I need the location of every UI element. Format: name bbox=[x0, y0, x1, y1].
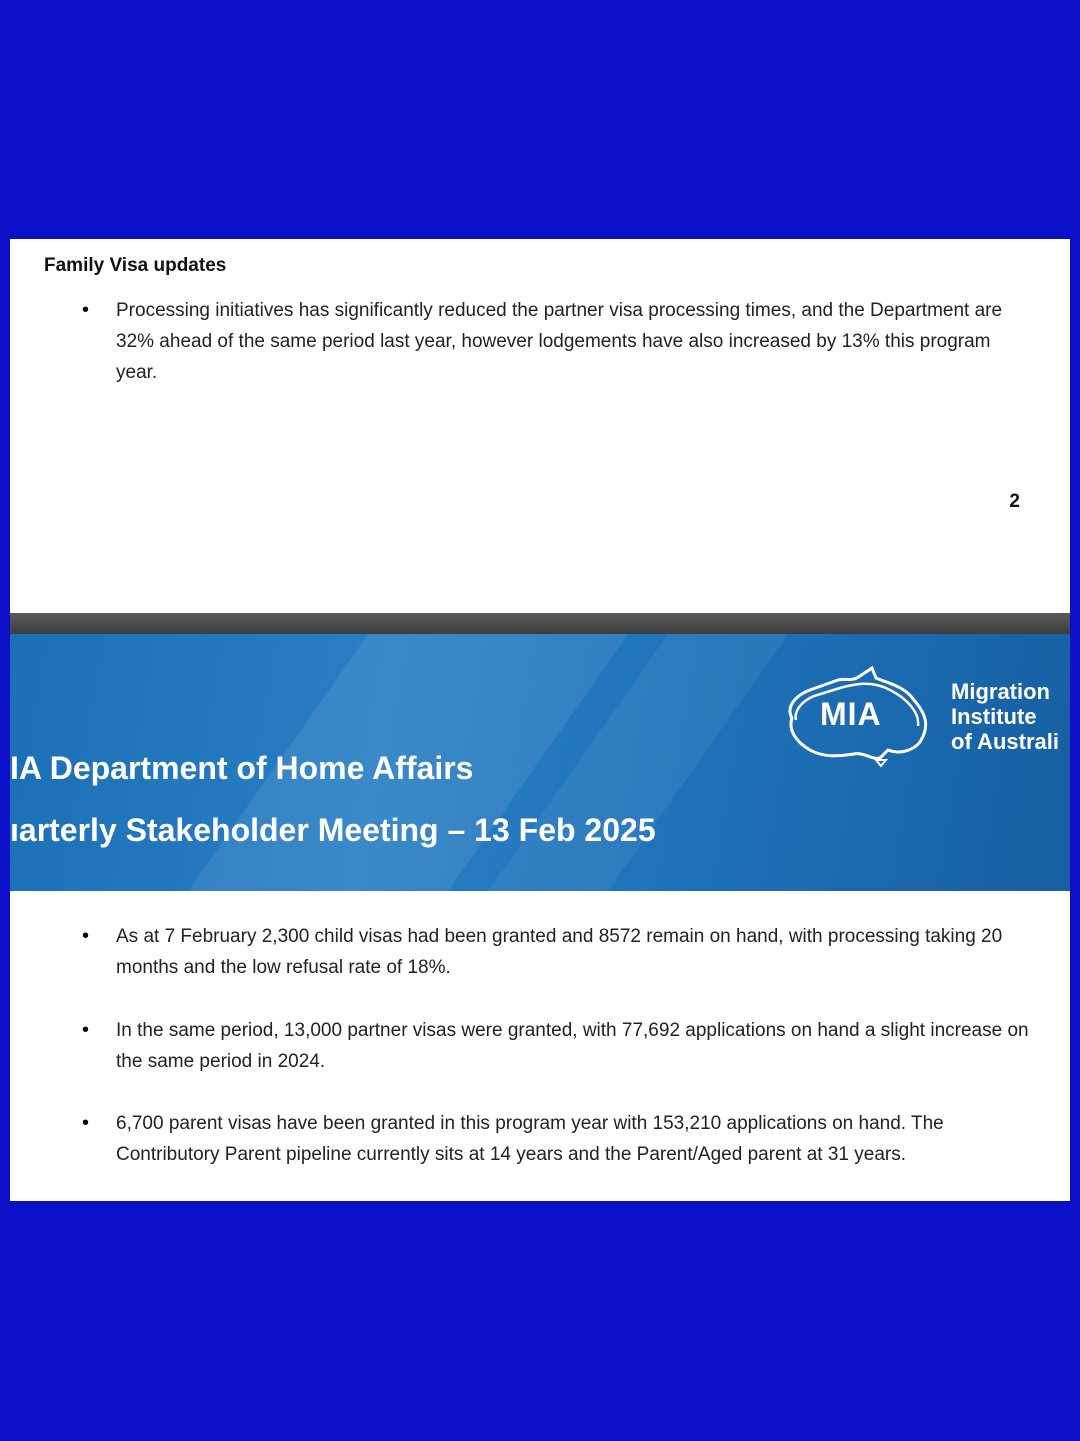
list-item bbox=[82, 1108, 1032, 1172]
bullet-icon: • bbox=[82, 925, 90, 947]
logo-text: MIA bbox=[820, 696, 882, 732]
list-item bbox=[82, 295, 1032, 395]
bullet-icon: • bbox=[82, 1019, 90, 1041]
org-name-line1: Migration bbox=[951, 679, 1050, 704]
banner-title-line2: ıarterly Stakeholder Meeting – 13 Feb 2025 bbox=[10, 812, 656, 848]
bullet-text: Processing initiatives has significantly reduced the partner visa processing times, and the Department are 32% ahead of the same period last year, however lodgements have also increased by 13% this program year. bbox=[116, 300, 1003, 383]
bullet-text: In the same period, 13,000 partner visas were granted, with 77,692 applications on hand a slight increase on the same period in 2024. bbox=[116, 1020, 1029, 1072]
meeting-banner bbox=[10, 634, 1070, 891]
org-name-line2: Institute bbox=[951, 704, 1037, 729]
section-heading: Family Visa updates bbox=[44, 255, 227, 276]
document-page-top bbox=[10, 239, 1070, 613]
bullet-text: As at 7 February 2,300 child visas had been granted and 8572 remain on hand, with processing taking 20 months and the low refusal rate of 18%. bbox=[116, 926, 1003, 978]
list-item bbox=[82, 921, 1032, 985]
bullet-text: 6,700 parent visas have been granted in this program year with 153,210 applications on hand. The Contributory Parent pipeline currently sits at 14 years and the Parent/Aged parent at 31 years. bbox=[116, 1113, 944, 1165]
document-page-bottom bbox=[10, 891, 1070, 1201]
banner-title-line1: IA Department of Home Affairs bbox=[10, 750, 474, 786]
page-number: 2 bbox=[1009, 491, 1020, 512]
bullet-icon: • bbox=[82, 1112, 90, 1134]
bullet-icon: • bbox=[82, 299, 90, 321]
list-item bbox=[82, 1015, 1032, 1079]
page-divider bbox=[10, 613, 1070, 634]
org-name-line3: of Australi bbox=[951, 729, 1059, 754]
